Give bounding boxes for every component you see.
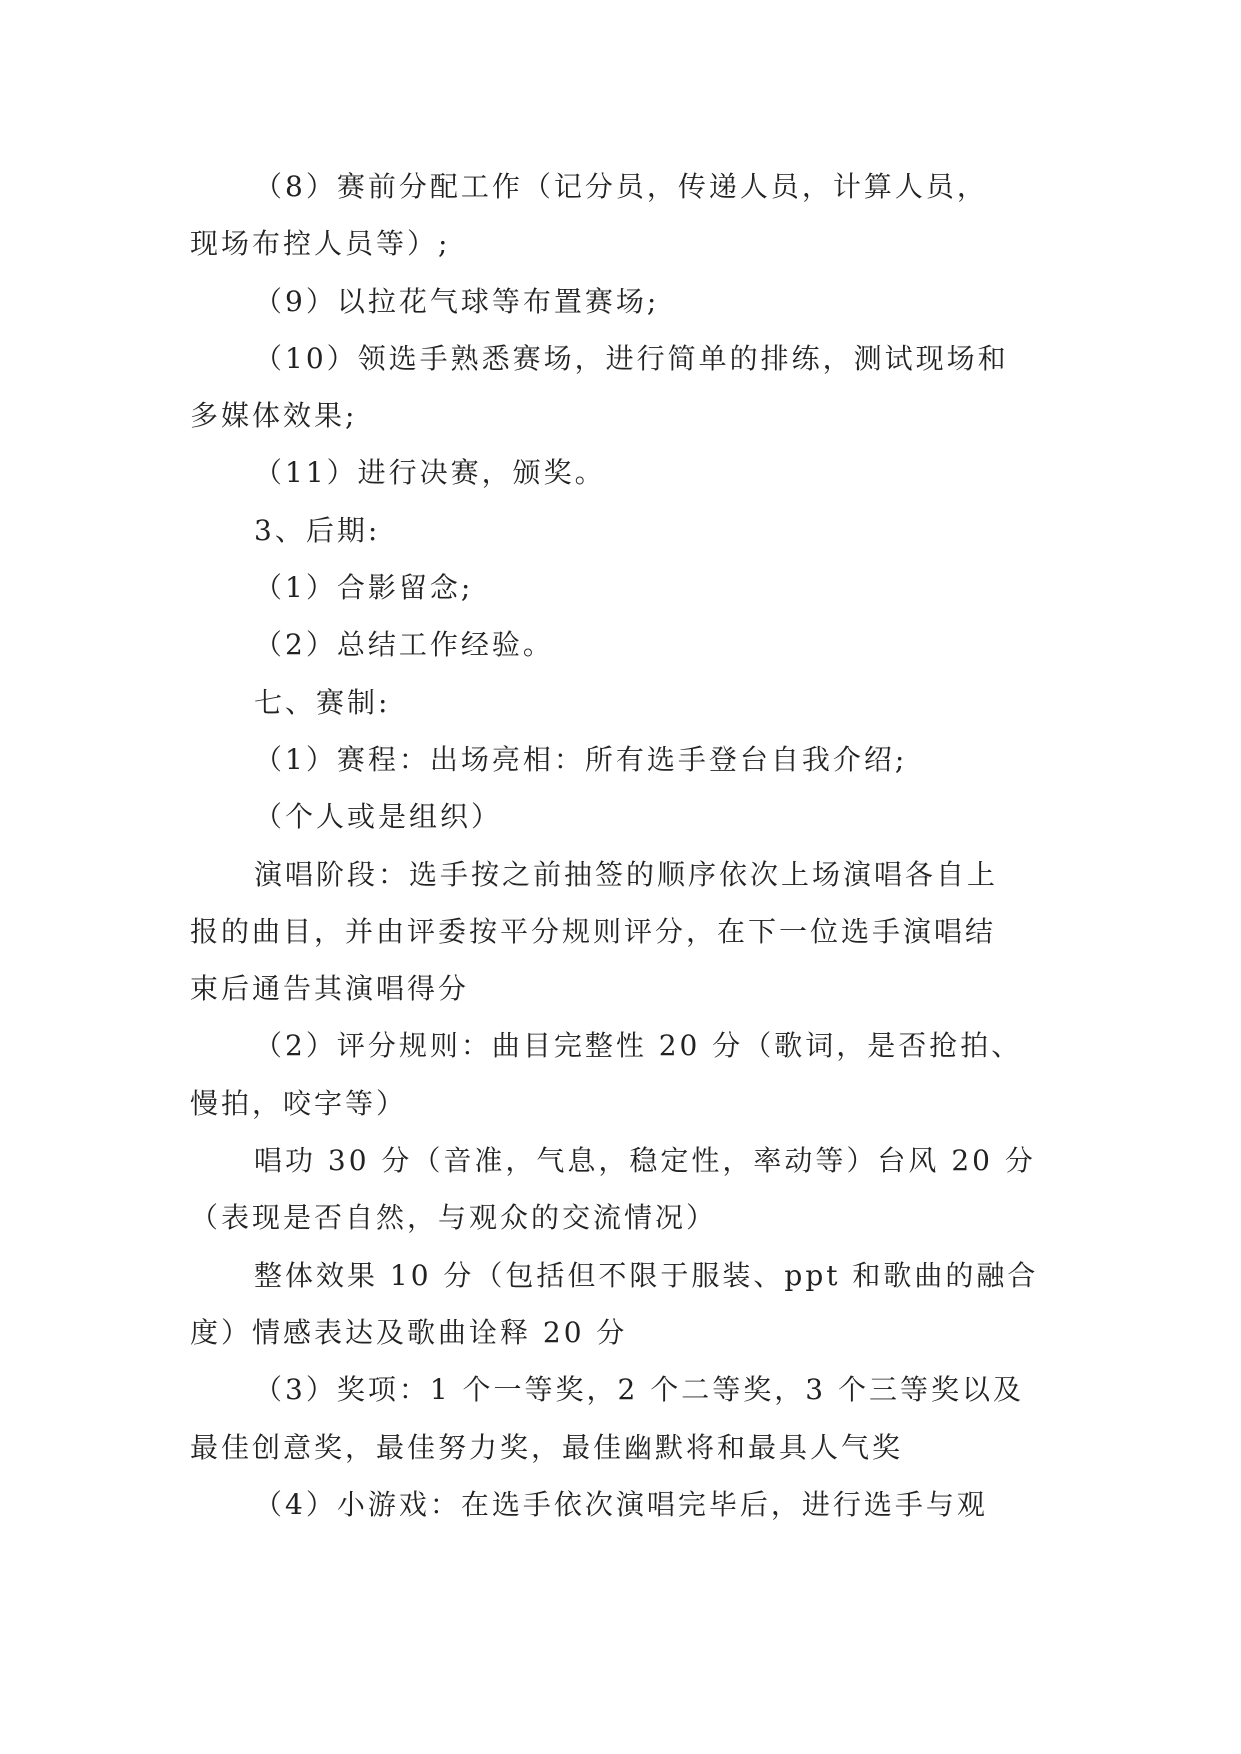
text-line: 束后通告其演唱得分 xyxy=(190,972,470,1006)
text-line: 慢拍，咬字等） xyxy=(190,1086,408,1120)
text-line: （4）小游戏：在选手依次演唱完毕后，进行选手与观 xyxy=(254,1487,988,1521)
text-line: （个人或是组织） xyxy=(254,800,503,834)
text-line: （9）以拉花气球等布置赛场; xyxy=(254,284,660,318)
text-line: 度）情感表达及歌曲诠释 20 分 xyxy=(190,1315,628,1349)
text-line: （3）奖项：1 个一等奖，2 个二等奖，3 个三等奖以及 xyxy=(254,1373,1024,1407)
text-line: 报的曲目，并由评委按平分规则评分，在下一位选手演唱结 xyxy=(190,914,997,948)
text-line: （表现是否自然，与观众的交流情况） xyxy=(190,1201,718,1235)
text-line: （10）领选手熟悉赛场，进行简单的排练，测试现场和 xyxy=(254,341,1009,375)
text-line: 3、后期: xyxy=(254,513,381,547)
text-line: 演唱阶段：选手按之前抽签的顺序依次上场演唱各自上 xyxy=(254,857,999,891)
text-line: （2）评分规则：曲目完整性 20 分（歌词，是否抢拍、 xyxy=(254,1029,1023,1063)
text-line: 现场布控人员等）; xyxy=(190,227,451,261)
text-line: （11）进行决赛，颁奖。 xyxy=(254,456,606,490)
text-line: （1）赛程：出场亮相：所有选手登台自我介绍; xyxy=(254,742,908,776)
document-body xyxy=(190,158,1060,1533)
text-line: （1）合影留念; xyxy=(254,571,474,605)
text-line: 多媒体效果; xyxy=(190,399,358,433)
text-line: 唱功 30 分（音准，气息，稳定性，率动等）台风 20 分 xyxy=(254,1144,1036,1178)
text-line: 最佳创意奖，最佳努力奖，最佳幽默将和最具人气奖 xyxy=(190,1430,904,1464)
text-line: （2）总结工作经验。 xyxy=(254,628,554,662)
text-line: （8）赛前分配工作（记分员，传递人员，计算人员， xyxy=(254,170,988,203)
text-line: 七、赛制: xyxy=(254,685,391,719)
text-line: 整体效果 10 分（包括但不限于服装、ppt 和歌曲的融合 xyxy=(254,1258,1039,1292)
